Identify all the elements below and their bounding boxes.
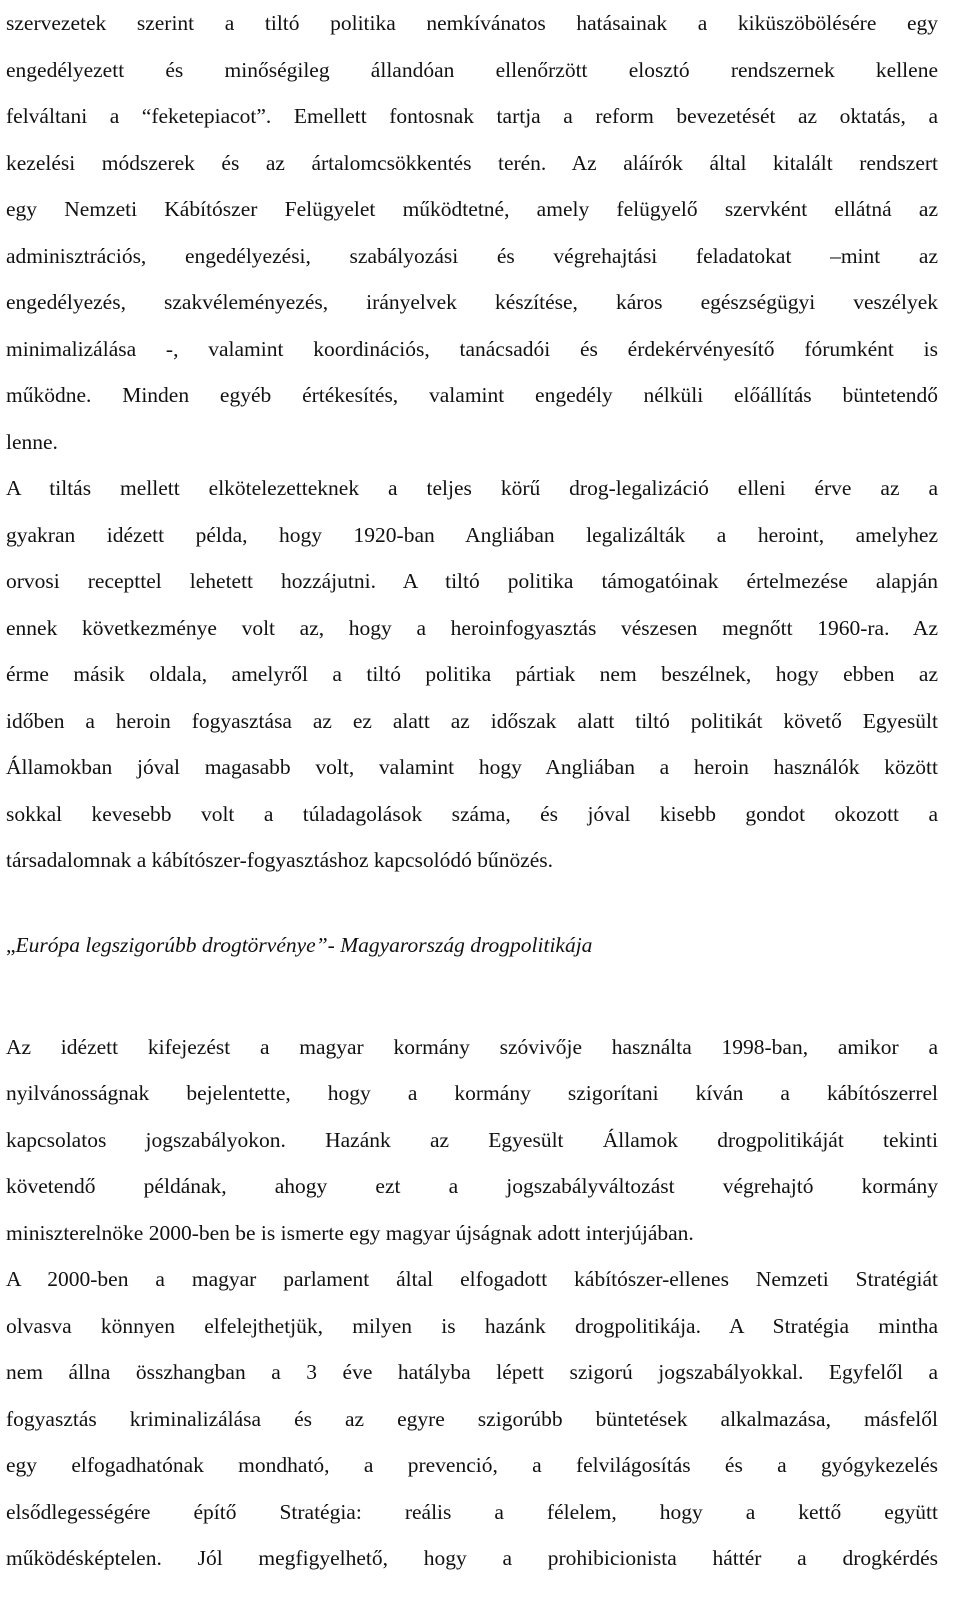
- text-line: kezelési módszerek és az ártalomcsökkentés terén. Az aláírók által kitalált rendszert: [6, 150, 938, 175]
- text-line: nem állna összhangban a 3 éve hatályba lépett szigorú jogszabályokkal. Egyfelől a: [6, 1360, 938, 1384]
- paragraph-3: [6, 1024, 938, 1257]
- section-heading: [6, 922, 938, 968]
- document-page: [6, 0, 938, 1582]
- text-line: minimalizálása -, valamint koordinációs, tanácsadói és érdekérvényesítő fórumként is: [6, 336, 938, 361]
- text-line: lenne.: [6, 429, 58, 454]
- text-line: követendő példának, ahogy ezt a jogszabályváltozást végrehajtó kormány: [6, 1174, 938, 1198]
- paragraph-4: [6, 1256, 938, 1582]
- text-line: érme másik oldala, amelyről a tiltó politika pártiak nem beszélnek, hogy ebben az: [6, 662, 938, 686]
- text-line: Államokban jóval magasabb volt, valamint hogy Angliában a heroin használók között: [6, 755, 938, 779]
- text-line: egy Nemzeti Kábítószer Felügyelet működtetné, amely felügyelő szervként ellátná az: [6, 197, 938, 221]
- text-line: kapcsolatos jogszabályokon. Hazánk az Egyesült Államok drogpolitikáját tekinti: [6, 1127, 938, 1152]
- text-line: olvasva könnyen elfelejthetjük, milyen is hazánk drogpolitikája. A Stratégia mintha: [6, 1313, 938, 1338]
- text-line: Az idézett kifejezést a magyar kormány szóvivője használta 1998-ban, amikor a: [6, 1034, 938, 1059]
- text-line: orvosi recepttel lehetett hozzájutni. A tiltó politika támogatóinak értelmezése alapján: [6, 569, 938, 593]
- heading-text: Európa legszigorúbb drogtörvénye”- Magyarország drogpolitikája: [15, 932, 593, 957]
- text-line: sokkal kevesebb volt a túladagolások száma, és jóval kisebb gondot okozott a: [6, 801, 938, 826]
- paragraph-2: [6, 465, 938, 884]
- text-line: ennek következménye volt az, hogy a heroinfogyasztás vészesen megnőtt 1960-ra. Az: [6, 615, 938, 640]
- text-line: nyilvánosságnak bejelentette, hogy a kormány szigorítani kíván a kábítószerrel: [6, 1081, 938, 1105]
- text-line: engedélyezett és minőségileg állandóan ellenőrzött elosztó rendszernek kellene: [6, 57, 938, 82]
- text-line: felváltani a “feketepiacot”. Emellett fontosnak tartja a reform bevezetését az oktatás, a: [6, 104, 938, 128]
- text-line: egy elfogadhatónak mondható, a prevenció, a felvilágosítás és a gyógykezelés: [6, 1453, 938, 1477]
- text-line: szervezetek szerint a tiltó politika nemkívánatos hatásainak a kiküszöbölésére egy: [6, 11, 938, 35]
- text-line: A tiltás mellett elkötelezetteknek a teljes körű drog-legalizáció elleni érve az a: [6, 476, 938, 500]
- heading-open-quote: „: [6, 932, 16, 957]
- text-line: engedélyezés, szakvéleményezés, irányelvek készítése, káros egészségügyi veszélyek: [6, 290, 938, 314]
- paragraph-1: [6, 0, 938, 465]
- text-line: fogyasztás kriminalizálása és az egyre szigorúbb büntetések alkalmazása, másfelől: [6, 1406, 938, 1431]
- text-line: miniszterelnöke 2000-ben be is ismerte egy magyar újságnak adott interjújában.: [6, 1220, 694, 1245]
- text-line: adminisztrációs, engedélyezési, szabályozási és végrehajtási feladatokat –mint az: [6, 243, 938, 268]
- text-line: elsődlegességére építő Stratégia: reális a félelem, hogy a kettő együtt: [6, 1499, 938, 1524]
- text-line: időben a heroin fogyasztása az ez alatt az időszak alatt tiltó politikát követő Egyesült: [6, 708, 938, 733]
- text-line: működésképtelen. Jól megfigyelhető, hogy a prohibicionista háttér a drogkérdés: [6, 1546, 938, 1570]
- text-line: társadalomnak a kábítószer-fogyasztáshoz kapcsolódó bűnözés.: [6, 848, 554, 872]
- text-line: gyakran idézett példa, hogy 1920-ban Angliában legalizálták a heroint, amelyhez: [6, 522, 938, 547]
- text-line: A 2000-ben a magyar parlament által elfogadott kábítószer-ellenes Nemzeti Stratégiát: [6, 1267, 938, 1291]
- text-line: működne. Minden egyéb értékesítés, valamint engedély nélküli előállítás büntetendő: [6, 383, 938, 407]
